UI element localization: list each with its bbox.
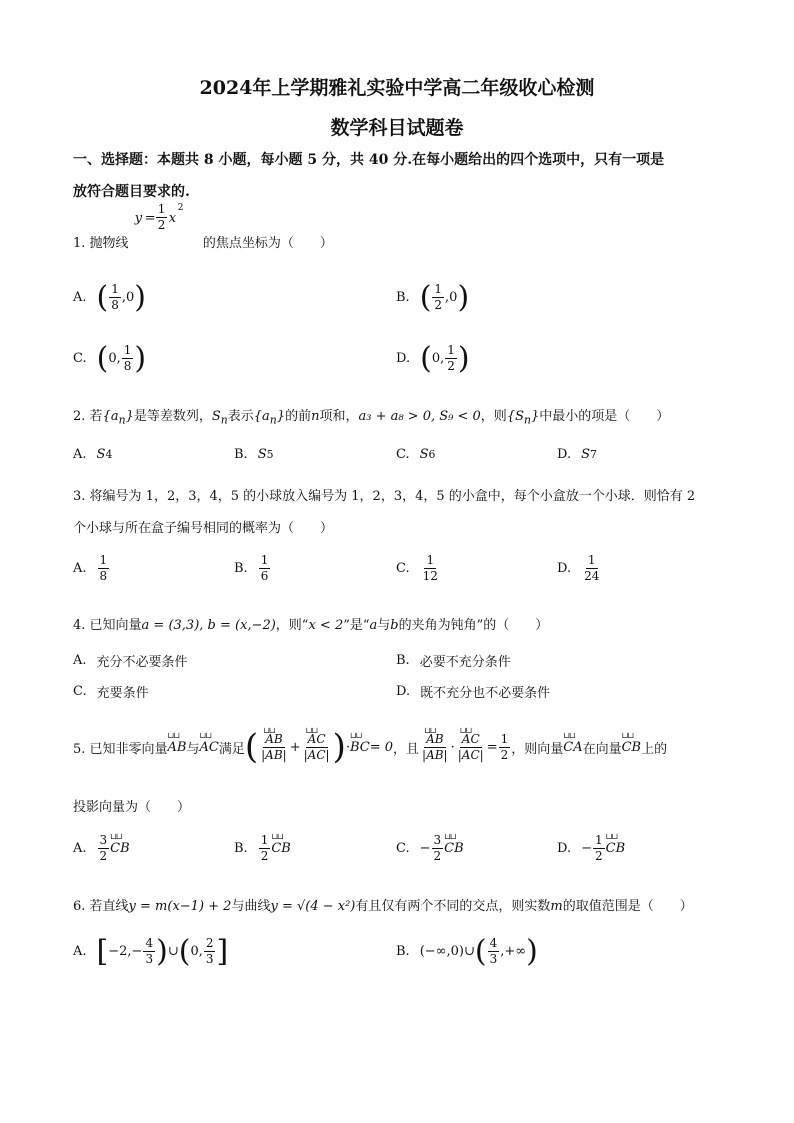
q1-option-d[interactable]: D. ( 0, $\frac{1}{2}$ ) — [396, 340, 470, 376]
question-5: 5. 已知非零向量 ⊔⊔ AB 与 ⊔⊔ AC 满足 ( ⊔⊔ $\frac{AB}{|AB|}$ + ⊔⊔ $\frac{AC}{|AC|}$ ) · ⊔⊔ BC = 0 ，且 ⊔⊔ $\frac{AB}{|AB|}$ · ⊔⊔ $\frac{AC}{|AC|}$ = $\frac{1}{2}$ ，则向量 ⊔⊔ CA 在向量 ⊔⊔ CB 上的 — [73, 718, 667, 776]
question-2: 2. 若$\{a_n\}$是等差数列，$S_n$表示$\{a_n\}$的前n项和，a₃ + a₈ > 0, S₉ < 0，则$\{S_n\}$中最小的项是（ ） — [73, 409, 670, 427]
q6-option-a[interactable]: A. [ −2,− $\frac{4}{3}$ ) ∪ ( 0, $\frac{2}{3}$ ] — [73, 933, 229, 969]
q5-option-b[interactable]: B. $\frac{1}{2}$ ⊔⊔ CB — [234, 833, 291, 864]
q4-option-c[interactable]: C. 充要条件 — [73, 684, 149, 701]
q5-option-d[interactable]: D. − $\frac{1}{2}$ ⊔⊔ CB — [557, 833, 625, 864]
q5-option-a[interactable]: A. $\frac{3}{2}$ ⊔⊔ CB — [73, 833, 130, 864]
q1-option-a[interactable]: A. ( $\frac{1}{8}$ ,0 ) — [73, 279, 147, 315]
q1-option-c[interactable]: C. ( 0, $\frac{1}{8}$ ) — [73, 340, 147, 376]
q3-option-b[interactable]: B. $\frac{1}{6}$ — [234, 553, 269, 583]
q5-option-c[interactable]: C. − $\frac{3}{2}$ ⊔⊔ CB — [396, 833, 464, 864]
exam-subtitle: 数学科目试题卷 — [330, 117, 464, 139]
q1-equation: y = $\frac{1}{2}$ x 2 — [134, 202, 184, 232]
q3-option-a[interactable]: A. $\frac{1}{8}$ — [73, 553, 108, 583]
question-3-line1: 3. 将编号为 1，2，3，4，5 的小球放入编号为 1，2，3，4，5 的小盒中，每个小盒放一个小球．则恰有 2 — [73, 489, 696, 504]
q1-suffix: 的焦点坐标为（ ） — [202, 236, 333, 251]
q3-option-c[interactable]: C. $\frac{1}{12}$ — [396, 553, 438, 583]
q6-option-b[interactable]: B. (−∞,0) ∪ ( $\frac{4}{3}$ ,+∞ ) — [396, 933, 538, 969]
q1-option-b[interactable]: B. ( $\frac{1}{2}$ ,0 ) — [396, 279, 470, 315]
question-4: 4. 已知向量a = (3,3), b = (x,−2)，则“x < 2”是“a与b的夹角为钝角”的（ ） — [73, 618, 549, 633]
q2-option-c[interactable]: C. S 6 — [396, 447, 436, 462]
question-5-line2: 投影向量为（ ） — [73, 800, 191, 815]
section-heading-line1: 一、选择题：本题共 8 小题，每小题 5 分，共 40 分.在每小题给出的四个选项中，只有一项是 — [73, 152, 665, 168]
q2-option-a[interactable]: A. S 4 — [73, 447, 113, 462]
question-1 — [73, 202, 333, 251]
q4-option-d[interactable]: D. 既不充分也不必要条件 — [396, 684, 551, 701]
q4-option-a[interactable]: A. 充分不必要条件 — [73, 653, 188, 670]
q3-option-d[interactable]: D. $\frac{1}{24}$ — [557, 553, 600, 583]
q2-option-d[interactable]: D. S 7 — [557, 447, 597, 462]
question-3-line2: 个小球与所在盒子编号相同的概率为（ ） — [73, 521, 334, 536]
section-heading-line2: 放符合题目要求的. — [73, 184, 190, 200]
exam-title: 2024年上学期雅礼实验中学高二年级收心检测 — [199, 77, 595, 99]
q1-fraction: $\frac{1}{2}$ — [157, 202, 166, 232]
q4-option-b[interactable]: B. 必要不充分条件 — [396, 653, 511, 670]
q2-option-b[interactable]: B. S 5 — [234, 447, 274, 462]
question-6: 6. 若直线y = m(x−1) + 2与曲线y = √(4 − x²)有且仅有两个不同的交点，则实数m的取值范围是（ ） — [73, 899, 693, 914]
q1-prefix: 1. 抛物线 — [73, 236, 129, 251]
